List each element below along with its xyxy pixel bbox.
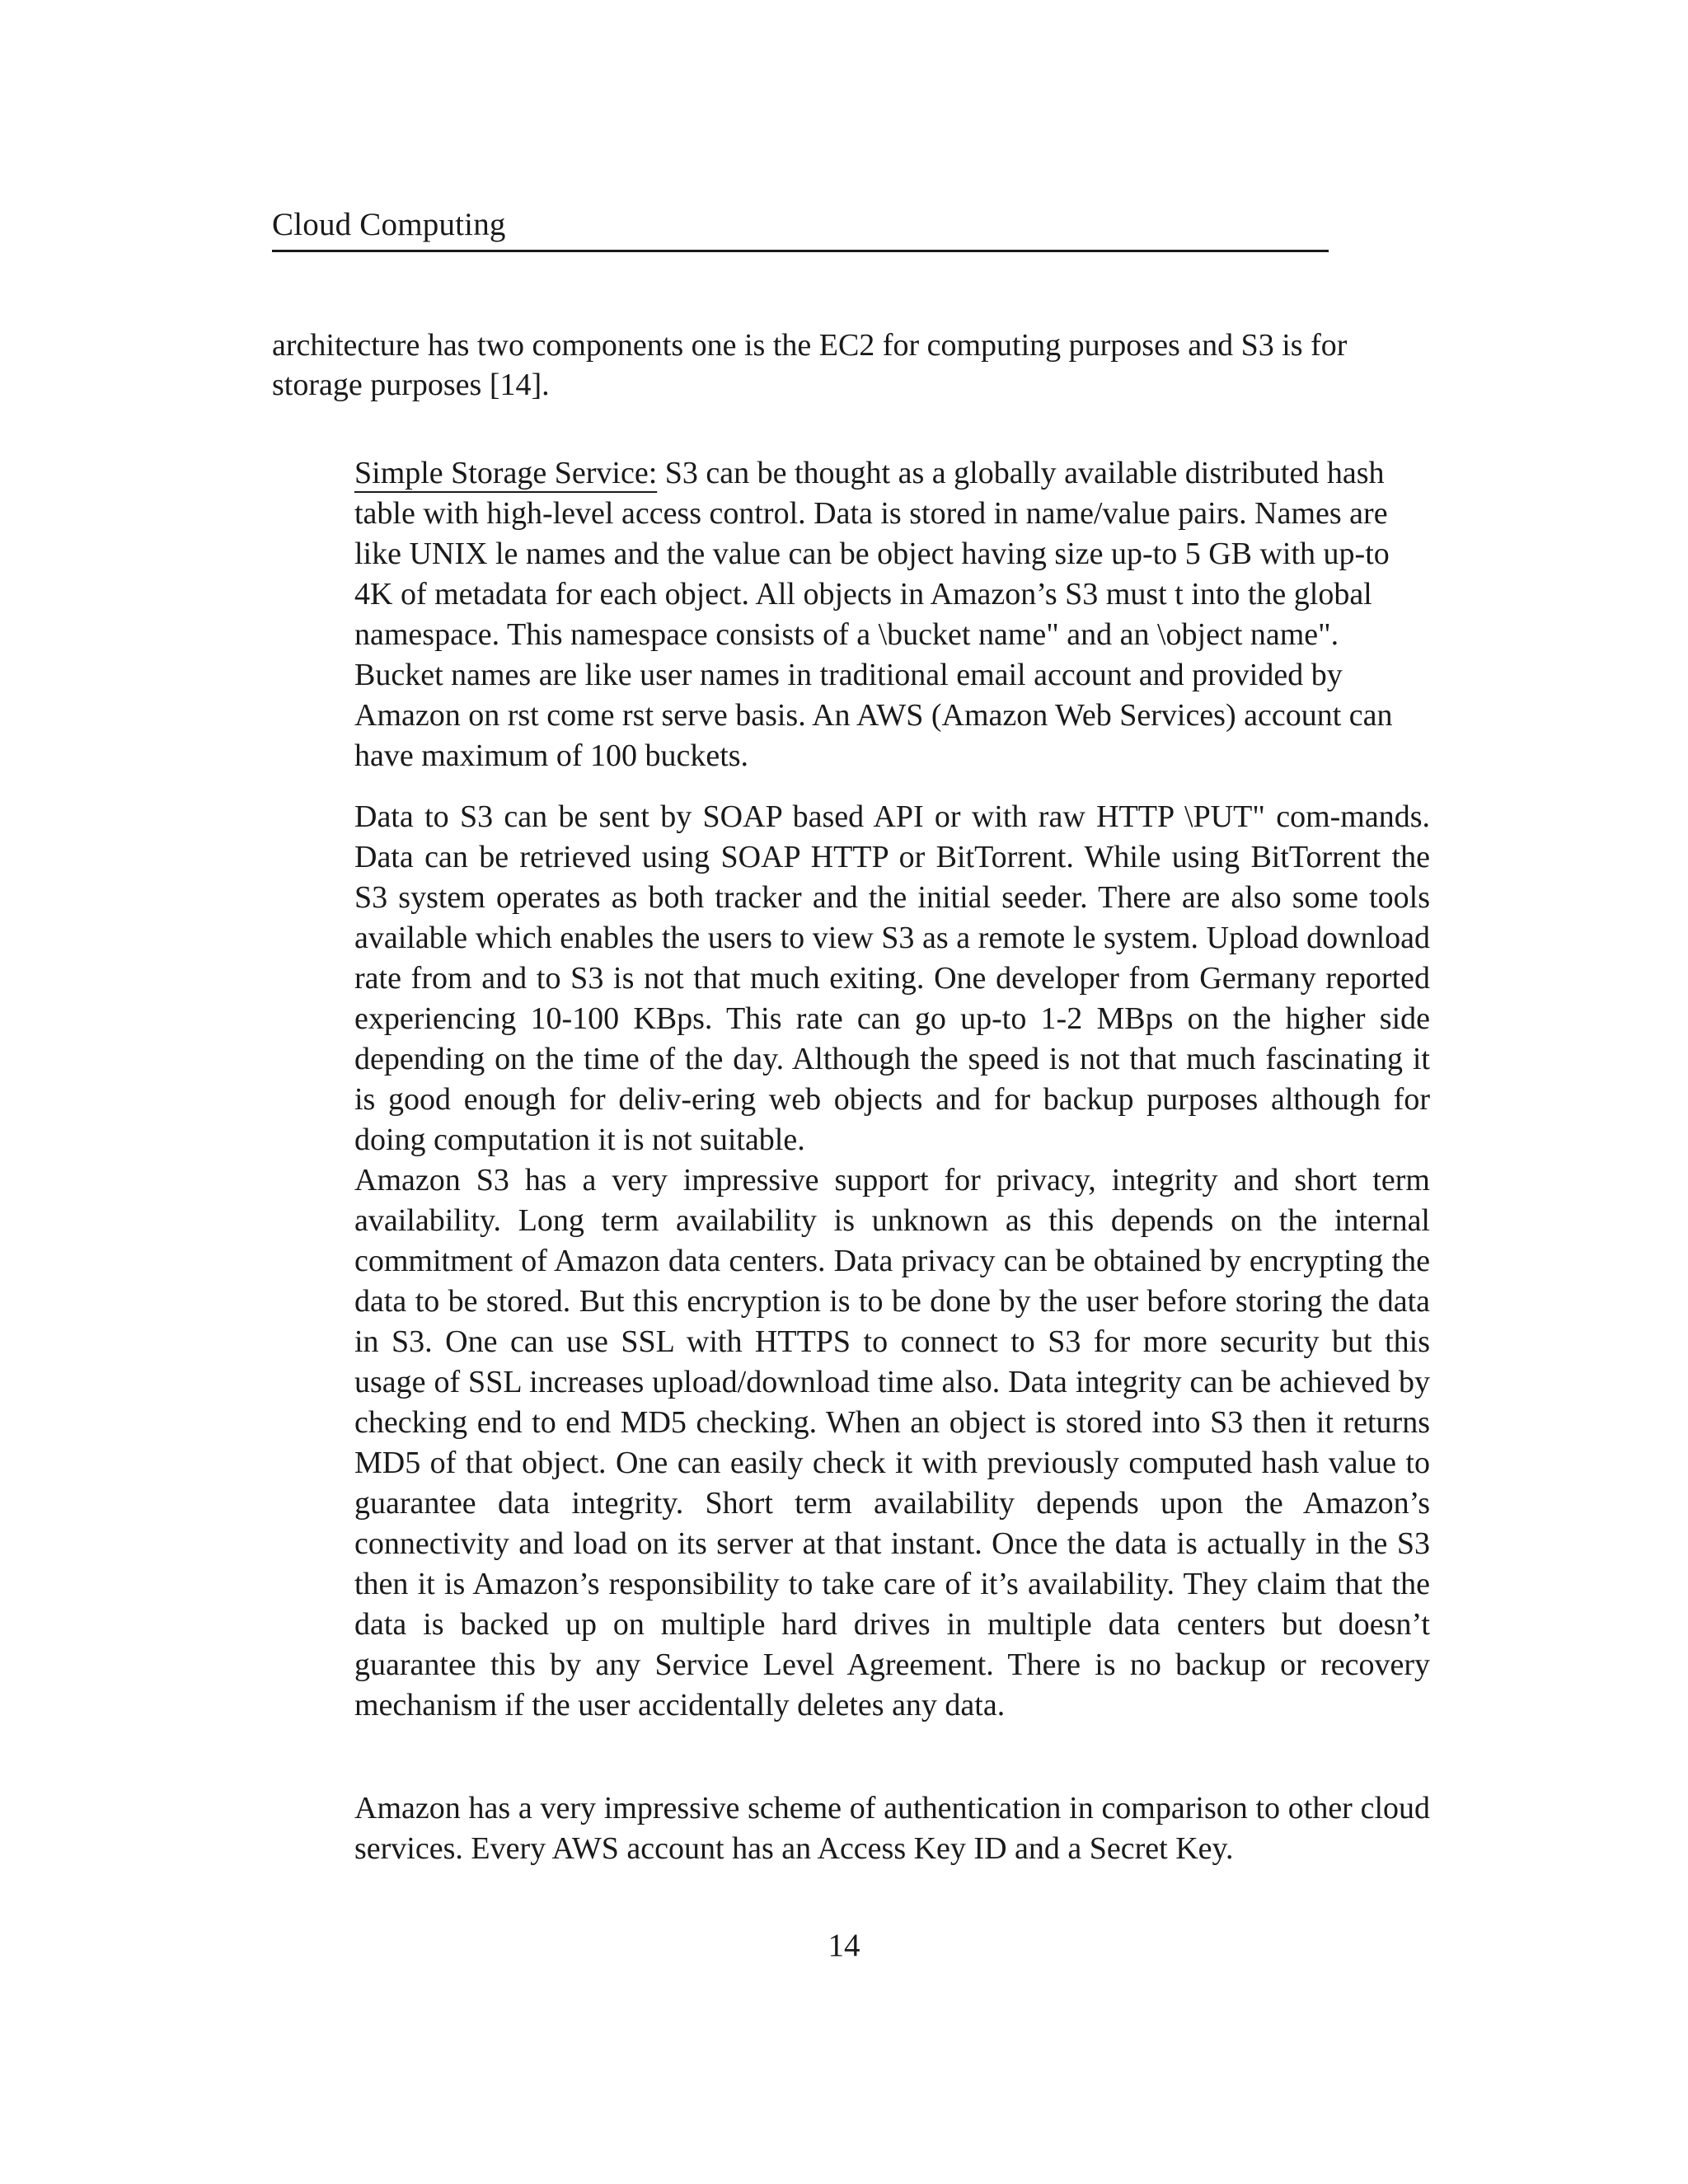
s3-heading: Simple Storage Service:: [354, 456, 658, 490]
s3-body: S3 can be thought as a globally available distributed hash table with high-level access control. Data is stored in name/value pairs. Names are like UNIX le names and the value can be object having size up-to 5 GB with up-to 4K of metadata for each object. All objects in Amazon’s S3 must t into the global namespace. This namespace consists of a \bucket name" and an \object name". Bucket names are like user names in traditional email account and provided by Amazon on rst come rst serve basis. An AWS (Amazon Web Services) account can have maximum of 100 buckets.: [354, 456, 1393, 773]
running-header: Cloud Computing: [272, 207, 506, 242]
header-rule: [272, 250, 1329, 252]
privacy-paragraph: Amazon S3 has a very impressive support for privacy, integrity and short term availability. Long term availability is unknown as this depends on the internal commitment of Amazon data centers. Data privacy can be obtained by encrypting the data to be stored. But this encryption is to be done by the user before storing the data in S3. One can use SSL with HTTPS to connect to S3 for more security but this usage of SSL increases upload/download time also. Data integrity can be achieved by checking end to end MD5 checking. When an object is stored into S3 then it returns MD5 of that object. One can easily check it with previously computed hash value to guarantee data integrity. Short term availability depends upon the Amazon’s connectivity and load on its server at that instant. Once the data is actually in the S3 then it is Amazon’s responsibility to take care of it’s availability. They claim that the data is backed up on multiple hard drives in multiple data centers but doesn’t guarantee this by any Service Level Agreement. There is no backup or recovery mechanism if the user accidentally deletes any data.: [354, 1163, 1430, 1722]
page-number: 14: [828, 1928, 860, 1963]
s3-paragraph: [354, 453, 1430, 776]
authentication-paragraph: Amazon has a very impressive scheme of authentication in comparison to other cloud services. Every AWS account has an Access Key ID and a Secret Key.: [354, 1791, 1430, 1866]
intro-paragraph: architecture has two components one is the EC2 for computing purposes and S3 is for storage purposes [14].: [272, 328, 1348, 402]
data-transfer-paragraph: Data to S3 can be sent by SOAP based API or with raw HTTP \PUT" com-mands. Data can be retrieved using SOAP HTTP or BitTorrent. While using BitTorrent the S3 system operates as both tracker and the initial seeder. There are also some tools available which enables the users to view S3 as a remote le system. Upload download rate from and to S3 is not that much exiting. One developer from Germany reported experiencing 10-100 KBps. This rate can go up-to 1-2 MBps on the higher side depending on the time of the day. Although the speed is not that much fascinating it is good enough for deliv-ering web objects and for backup purposes although for doing computation it is not suitable.: [354, 799, 1430, 1157]
